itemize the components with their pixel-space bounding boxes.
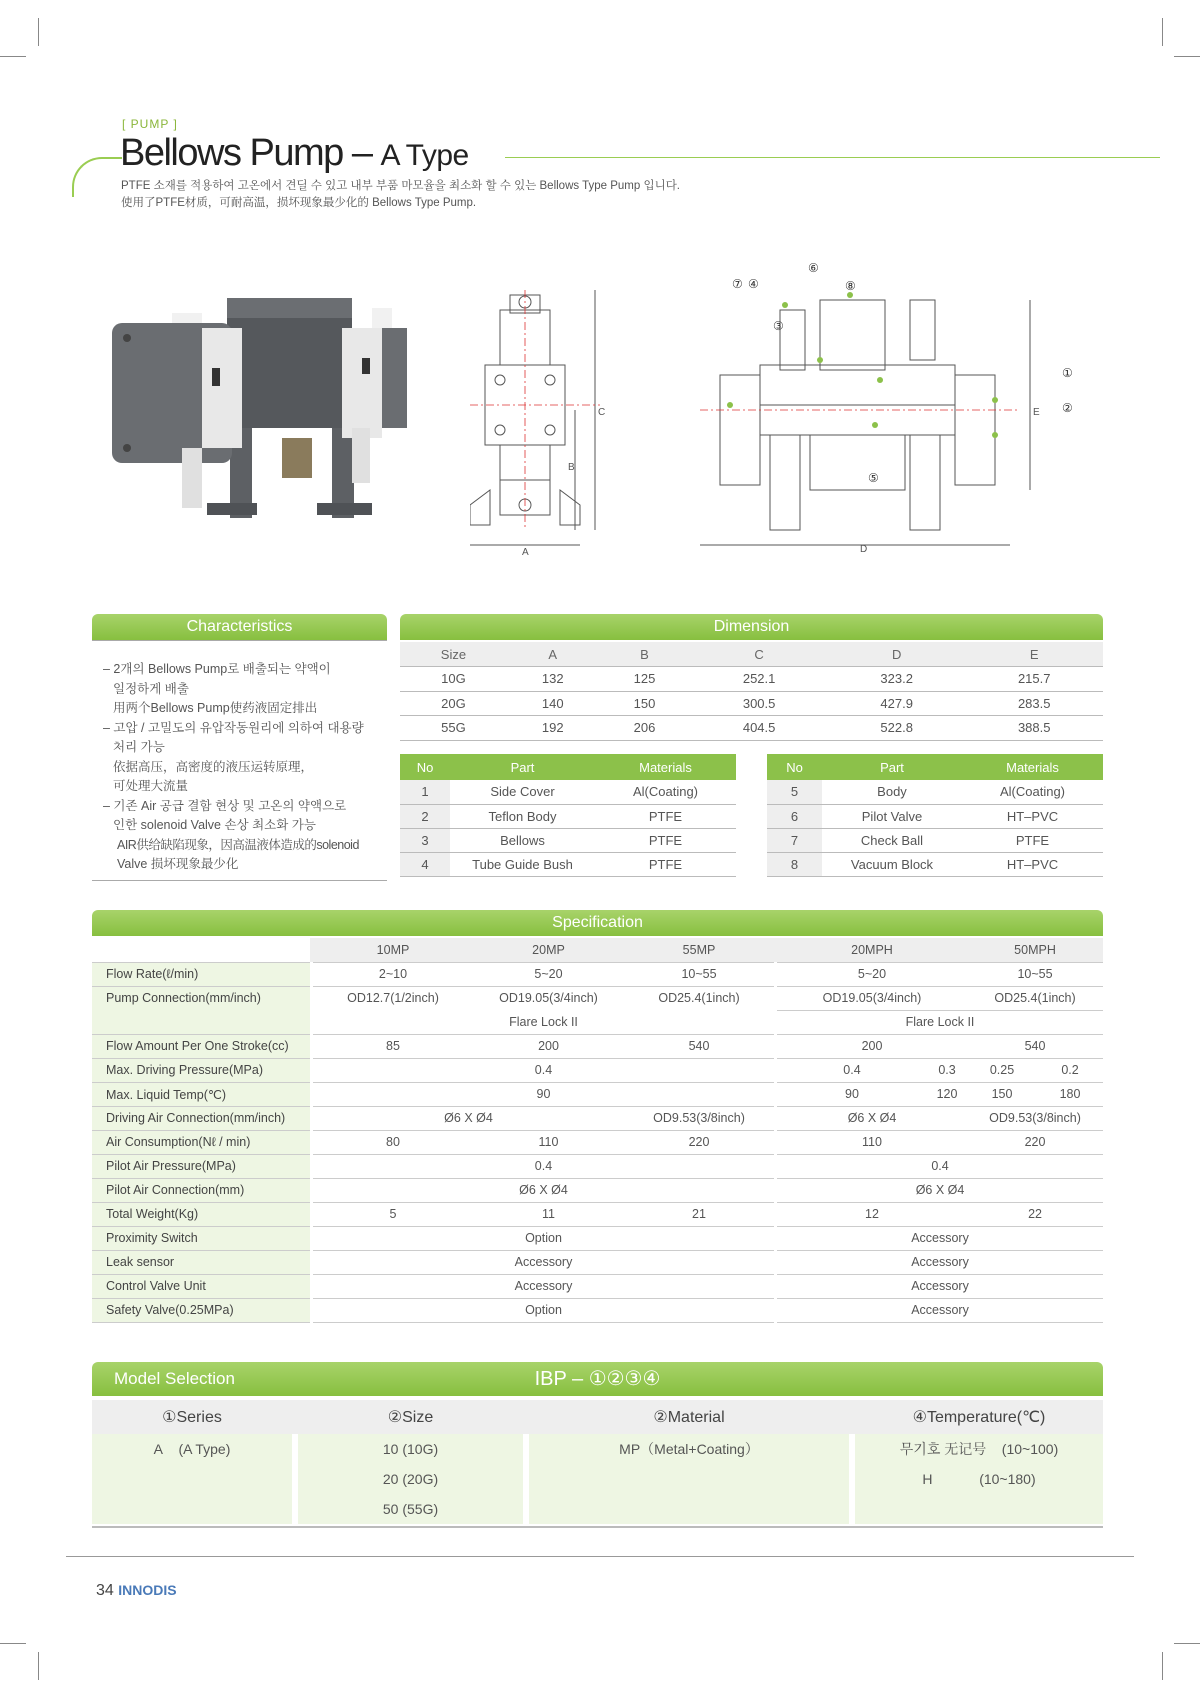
cell: Accessory (777, 1250, 1103, 1274)
crop-mark (1174, 56, 1200, 57)
cell: 0.3 (927, 1058, 967, 1082)
parts-table-left (400, 754, 736, 877)
cell: 7 (767, 828, 822, 852)
size-code: 10 (382, 1441, 399, 1457)
description-chinese: 使用了PTFE材质，可耐高温，损坏现象最少化的 Bellows Type Pump. (121, 197, 477, 209)
divider (92, 880, 387, 881)
size-desc: (20G) (402, 1471, 439, 1487)
table-row (400, 691, 1103, 716)
cell: 8 (767, 852, 822, 876)
cell: 404.5 (690, 716, 828, 741)
model-code: IBP – ①②③④ (534, 1368, 661, 1390)
model-selection-table (92, 1400, 1103, 1524)
model-selection-header (92, 1362, 1103, 1396)
table-row (400, 780, 736, 804)
cell: 300.5 (690, 691, 828, 716)
table-row (400, 804, 736, 828)
title-main: Bellows Pump – (120, 132, 381, 174)
cell: 0.4 (313, 1058, 774, 1082)
crop-mark (0, 56, 26, 57)
cell: 0.4 (777, 1154, 1103, 1178)
char-line: 可处理大流量 (113, 779, 189, 793)
spec-row-stroke (92, 1034, 1103, 1058)
cell: Ø6 X Ø4 (777, 1106, 967, 1130)
model-20mph: 20MPH (777, 938, 967, 962)
temp-range: (10~180) (979, 1471, 1036, 1487)
dimension-header-row (400, 642, 1103, 667)
temp-code: H (922, 1471, 933, 1487)
material-cell: MP（Metal+Coating） (529, 1434, 849, 1464)
title-bracket (72, 157, 122, 197)
cell: 20G (400, 691, 507, 716)
cell: 150 (967, 1082, 1037, 1106)
col-no: No (400, 754, 450, 780)
size-cell (298, 1464, 523, 1494)
cell: OD9.53(3/8inch) (624, 1106, 774, 1130)
col-part: Part (822, 754, 962, 780)
spec-label: Total Weight(Kg) (92, 1202, 310, 1226)
cell: Flare Lock II (313, 1010, 774, 1034)
callout-4: ④ (748, 277, 759, 291)
char-line: – 고압 / 고밀도의 유압작동원리에 의하여 대용량 (103, 720, 364, 735)
temp-range: (10~100) (1001, 1441, 1059, 1457)
spec-label: Max. Liquid Temp(℃) (92, 1082, 310, 1106)
cell: 283.5 (965, 691, 1103, 716)
spec-row-weight (92, 1202, 1103, 1226)
spec-row-leak (92, 1250, 1103, 1274)
cell: Accessory (777, 1298, 1103, 1322)
cell: Accessory (777, 1274, 1103, 1298)
cell: Al(Coating) (595, 780, 736, 804)
divider (92, 1526, 1103, 1528)
spec-corner (92, 938, 310, 962)
table-row (92, 1434, 1103, 1464)
callout-3: ③ (773, 319, 784, 333)
char-line: – 기존 Air 공급 결함 현상 및 고온의 약액으로 (103, 798, 347, 813)
spec-label: Driving Air Connection(mm/inch) (92, 1106, 310, 1130)
cell: 540 (624, 1034, 774, 1058)
series-code: A (153, 1441, 163, 1457)
size-desc: (55G) (402, 1501, 439, 1517)
spec-row-air-consumption (92, 1130, 1103, 1154)
specification-table (92, 938, 1103, 1323)
page-number: 34 (96, 1582, 114, 1599)
callout-6: ⑥ (808, 261, 819, 275)
cell: 220 (624, 1130, 774, 1154)
spec-label: Max. Driving Pressure(MPa) (92, 1058, 310, 1082)
spec-label: Leak sensor (92, 1250, 310, 1274)
cell: Teflon Body (450, 804, 595, 828)
col-no: No (767, 754, 822, 780)
dimension-header: Dimension (400, 614, 1103, 640)
cell: Option (313, 1298, 774, 1322)
char-line: 일정하게 배출 (113, 681, 189, 696)
cell: 5~20 (777, 962, 967, 986)
callout-5: ⑤ (868, 471, 879, 485)
parts-table-right (767, 754, 1103, 877)
char-line: 用两个Bellows Pump使药液固定排出 (113, 701, 318, 715)
cell: 10~55 (624, 962, 774, 986)
crop-mark (1174, 1643, 1200, 1644)
table-row (400, 828, 736, 852)
cell: 220 (967, 1130, 1103, 1154)
spec-row-air-connection (92, 1106, 1103, 1130)
spec-row-proximity (92, 1226, 1103, 1250)
parts-header-row (400, 754, 736, 780)
cell: 252.1 (690, 667, 828, 692)
cell: 0.4 (777, 1058, 927, 1082)
char-line: AIR供给缺陷现象，因高温液体造成的solenoid (117, 837, 359, 852)
char-line: 처리 가능 (113, 740, 165, 754)
char-line: – 2개의 Bellows Pump로 배출되는 약액이 (103, 662, 331, 676)
title-sub: A Type (380, 139, 469, 172)
cell: Pilot Valve (822, 804, 962, 828)
cell: 150 (599, 691, 691, 716)
cell: 11 (473, 1202, 624, 1226)
col-material: ②Material (529, 1400, 849, 1434)
spec-row-pilot-connection (92, 1178, 1103, 1202)
table-row (767, 852, 1103, 876)
cell: Al(Coating) (962, 780, 1103, 804)
cell: 0.4 (313, 1154, 774, 1178)
model-55mp: 55MP (624, 938, 774, 962)
spec-row-pressure (92, 1058, 1103, 1082)
dim-col-a: A (507, 642, 599, 667)
spec-label: Proximity Switch (92, 1226, 310, 1250)
cell: Body (822, 780, 962, 804)
table-row (400, 852, 736, 876)
cell: OD25.4(1inch) (658, 991, 740, 1006)
parts-header-row (767, 754, 1103, 780)
size-desc: (10G) (402, 1441, 439, 1457)
cell: 110 (777, 1130, 967, 1154)
series-desc: (A Type) (178, 1441, 231, 1457)
specification-header: Specification (92, 910, 1103, 936)
cell: 5 (767, 780, 822, 804)
table-row (767, 828, 1103, 852)
cell: 206 (599, 716, 691, 741)
cell: 323.2 (828, 667, 966, 692)
dim-col-c: C (690, 642, 828, 667)
cell: 192 (507, 716, 599, 741)
cell: 522.8 (828, 716, 966, 741)
cell: Ø6 X Ø4 (313, 1106, 624, 1130)
dimension-table (400, 642, 1103, 741)
spec-label: Control Valve Unit (92, 1274, 310, 1298)
col-temperature: ④Temperature(℃) (855, 1400, 1103, 1434)
cell: 427.9 (828, 691, 966, 716)
front-view-drawing (470, 290, 630, 555)
cell: 4 (400, 852, 450, 876)
spec-row-temp (92, 1082, 1103, 1106)
divider (92, 640, 387, 641)
model-50mph: 50MPH (967, 938, 1103, 962)
spec-label: Pilot Air Pressure(MPa) (92, 1154, 310, 1178)
cell: Ø6 X Ø4 (313, 1178, 774, 1202)
crop-mark (0, 1643, 26, 1644)
model-10mp: 10MP (313, 938, 473, 962)
category-label: [ PUMP ] (122, 117, 178, 131)
model-20mp: 20MP (473, 938, 624, 962)
callout-1: ① (1062, 366, 1073, 380)
dim-label-b: B (568, 462, 575, 473)
footer-rule (66, 1556, 1134, 1557)
cell: 1 (400, 780, 450, 804)
cell: PTFE (595, 828, 736, 852)
spec-label: Pump Connection(mm/inch) (92, 986, 310, 1034)
size-code: 20 (382, 1471, 399, 1487)
cell: 21 (624, 1202, 774, 1226)
dim-label-c: C (598, 407, 606, 418)
spec-label: Flow Amount Per One Stroke(cc) (92, 1034, 310, 1058)
product-photo (112, 288, 442, 558)
cell: 540 (967, 1034, 1103, 1058)
cell: OD9.53(3/8inch) (967, 1106, 1103, 1130)
cell: 132 (507, 667, 599, 692)
crop-mark (38, 1652, 39, 1680)
cell: OD12.7(1/2inch) (347, 991, 439, 1006)
cell: 12 (777, 1202, 967, 1226)
spec-row-safety-valve (92, 1298, 1103, 1322)
dim-label-d: D (860, 544, 868, 555)
crop-mark (1162, 1652, 1163, 1680)
footer (96, 1582, 177, 1600)
table-row (767, 780, 1103, 804)
col-materials: Materials (595, 754, 736, 780)
cell: OD25.4(1inch) (967, 986, 1103, 1010)
spec-model-row (92, 938, 1103, 962)
temp-cell (855, 1434, 1103, 1464)
cell: 10~55 (967, 962, 1103, 986)
cell: OD19.05(3/4inch) (777, 986, 967, 1010)
temp-cell (855, 1464, 1103, 1494)
cell: 180 (1037, 1082, 1103, 1106)
model-selection-title: Model Selection (114, 1369, 235, 1388)
col-materials: Materials (962, 754, 1103, 780)
char-line: Valve 损坏现象最少化 (117, 857, 239, 871)
spec-row-pilot-pressure (92, 1154, 1103, 1178)
char-line: 인한 solenoid Valve 손상 최소화 가능 (113, 818, 316, 832)
cell: PTFE (595, 852, 736, 876)
cell: PTFE (962, 828, 1103, 852)
col-part: Part (450, 754, 595, 780)
brand-name: INNODIS (118, 1582, 177, 1598)
spec-label: Pilot Air Connection(mm) (92, 1178, 310, 1202)
cell: HT–PVC (962, 852, 1103, 876)
dim-label-a: A (522, 547, 529, 555)
spec-row-flow-rate (92, 962, 1103, 986)
crop-mark (38, 18, 39, 46)
cell: Side Cover (450, 780, 595, 804)
cell: 0.2 (1037, 1058, 1103, 1082)
cell: HT–PVC (962, 804, 1103, 828)
cell: 2~10 (313, 962, 473, 986)
cell: PTFE (595, 804, 736, 828)
dim-col-b: B (599, 642, 691, 667)
cell: 125 (599, 667, 691, 692)
callout-8: ⑧ (845, 279, 856, 293)
table-row (400, 667, 1103, 692)
table-row (767, 804, 1103, 828)
cell: 22 (967, 1202, 1103, 1226)
dim-label-e: E (1033, 407, 1040, 418)
spec-row-control-valve (92, 1274, 1103, 1298)
cell: 6 (767, 804, 822, 828)
dim-col-e: E (965, 642, 1103, 667)
cell: 5 (313, 1202, 473, 1226)
page-title (120, 132, 469, 175)
cell: OD19.05(3/4inch) (499, 991, 598, 1006)
cell: Accessory (313, 1274, 774, 1298)
temp-code: 무기호 无记号 (899, 1441, 987, 1457)
cell: 80 (313, 1130, 473, 1154)
cell: 200 (473, 1034, 624, 1058)
cell: 200 (777, 1034, 967, 1058)
cell: 90 (313, 1082, 774, 1106)
cell: 90 (777, 1082, 927, 1106)
callout-7: ⑦ (732, 277, 743, 291)
col-series: ①Series (92, 1400, 292, 1434)
cell: Ø6 X Ø4 (777, 1178, 1103, 1202)
spec-label: Safety Valve(0.25MPa) (92, 1298, 310, 1322)
cell: Accessory (313, 1250, 774, 1274)
cell: Accessory (777, 1226, 1103, 1250)
cell: 5~20 (473, 962, 624, 986)
cell: 120 (927, 1082, 967, 1106)
cell: 215.7 (965, 667, 1103, 692)
description-korean: PTFE 소재를 적용하여 고온에서 견딜 수 있고 내부 부품 마모율을 최소화 할 수 있는 Bellows Type Pump 입니다. (121, 180, 680, 192)
cell: 0.25 (967, 1058, 1037, 1082)
cell: 85 (313, 1034, 473, 1058)
series-cell (92, 1434, 292, 1464)
crop-mark (1162, 18, 1163, 46)
size-cell (298, 1494, 523, 1524)
cell: Vacuum Block (822, 852, 962, 876)
cell: 388.5 (965, 716, 1103, 741)
col-size: ②Size (298, 1400, 523, 1434)
cell: Bellows (450, 828, 595, 852)
section-view-drawing (700, 260, 1090, 555)
table-row (92, 1464, 1103, 1494)
characteristics-list (103, 660, 383, 875)
title-rule (505, 157, 1160, 158)
dim-col-d: D (828, 642, 966, 667)
cell: 140 (507, 691, 599, 716)
cell: 10G (400, 667, 507, 692)
characteristics-header: Characteristics (92, 614, 387, 640)
model-header-row (92, 1400, 1103, 1434)
size-cell (298, 1434, 523, 1464)
cell: 2 (400, 804, 450, 828)
cell: Tube Guide Bush (450, 852, 595, 876)
cell: Check Ball (822, 828, 962, 852)
cell: 3 (400, 828, 450, 852)
spec-label: Flow Rate(ℓ/min) (92, 962, 310, 986)
spec-row-pump-connection (92, 986, 1103, 1010)
callout-2: ② (1062, 401, 1073, 415)
cell: Flare Lock II (777, 1010, 1103, 1034)
table-row (400, 716, 1103, 741)
spec-label: Air Consumption(Nℓ / min) (92, 1130, 310, 1154)
size-code: 50 (382, 1501, 399, 1517)
cell: 55G (400, 716, 507, 741)
cell: 110 (473, 1130, 624, 1154)
table-row (92, 1494, 1103, 1524)
dim-col-size: Size (400, 642, 507, 667)
char-line: 依据高压，高密度的液压运转原理， (113, 759, 314, 774)
cell: Option (313, 1226, 774, 1250)
